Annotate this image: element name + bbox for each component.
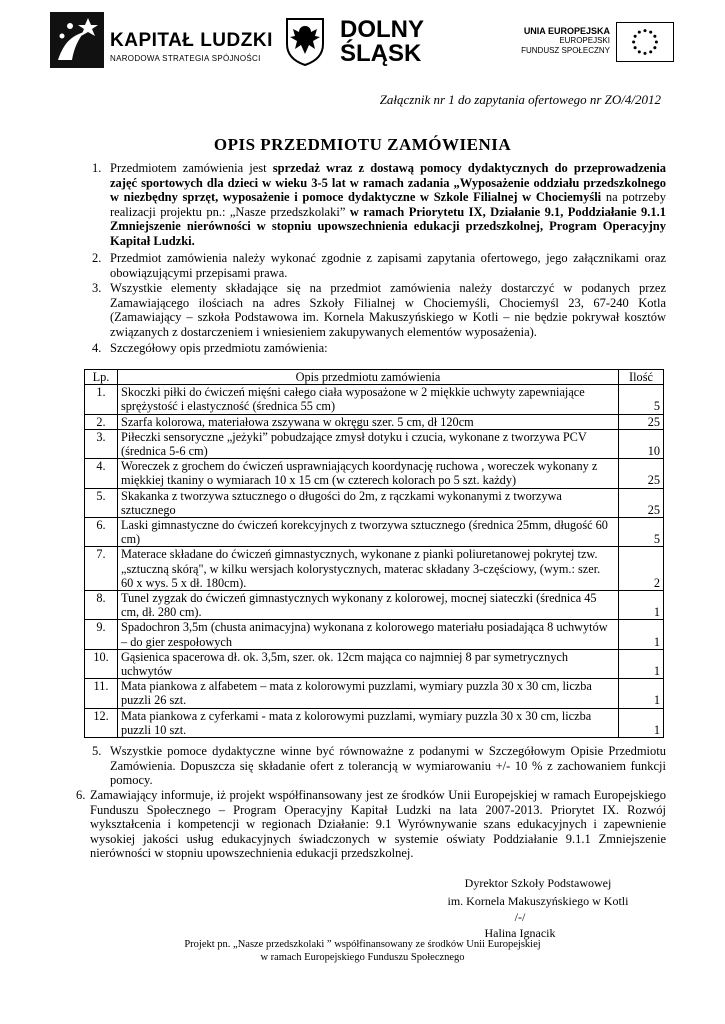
annex-reference: Załącznik nr 1 do zapytania ofertowego nr ZO/4/2012 bbox=[379, 92, 661, 107]
row-description: Mata piankowa z cyferkami - mata z kolorowymi puzzlami, wymiary puzzla 30 x 30 cm, liczba puzzli 10 szt. bbox=[118, 708, 619, 737]
point-1-part-b: sprzedaż wraz z dostawą pomocy dydaktycznych do przeprowadzenia zajęć sportowych dla dzieci w wieku 3-5 lat w ramach zadania „Wyposażenie oddziału przedszkolnego w niezbędny sprzęt, wyposażenie i pomoce dydaktyczne w Szkole Filialnej w Chociemyśli bbox=[110, 161, 666, 204]
table-row bbox=[85, 547, 664, 591]
row-quantity: 5 bbox=[619, 518, 664, 547]
eu-star-icon bbox=[638, 31, 641, 34]
point-2-number: 2. bbox=[92, 251, 102, 265]
items-table bbox=[84, 369, 664, 738]
eu-star-icon bbox=[649, 50, 652, 53]
table-row bbox=[85, 488, 664, 517]
row-lp: 10. bbox=[85, 649, 118, 678]
eu-star-icon bbox=[653, 35, 656, 38]
row-description: Tunel zygzak do ćwiczeń gimnastycznych wykonany z kolorowej, mocnej siateczki (średnica 45 cm, dł. 280 cm). bbox=[118, 591, 619, 620]
table-row bbox=[85, 591, 664, 620]
point-1-part-c: na potrzeby realizacji projektu pn.: „Nasze przedszkolaki” bbox=[110, 190, 667, 219]
table-row bbox=[85, 459, 664, 488]
eu-star-icon bbox=[649, 31, 652, 34]
row-lp: 3. bbox=[85, 429, 118, 458]
point-6-number: 6. bbox=[76, 788, 86, 802]
row-lp: 12. bbox=[85, 708, 118, 737]
eagle-crest-icon bbox=[284, 16, 326, 66]
eu-star-icon bbox=[643, 29, 646, 32]
signature-school: im. Kornela Makuszyńskiego w Kotli bbox=[447, 894, 629, 908]
row-quantity: 10 bbox=[619, 429, 664, 458]
dolny-slask-line1: DOLNY bbox=[340, 16, 424, 43]
row-description: Piłeczki sensoryczne „jeżyki” pobudzające zmysł dotyku i czucia, wykonane z tworzywa PCV (średnica 5-6 cm) bbox=[118, 429, 619, 458]
signature-mark: /-/ bbox=[514, 910, 526, 924]
eu-flag-icon bbox=[616, 22, 674, 62]
table-row bbox=[85, 429, 664, 458]
point-1-number: 1. bbox=[92, 161, 102, 175]
eu-star-icon bbox=[634, 35, 637, 38]
row-quantity: 1 bbox=[619, 620, 664, 649]
point-2-text: Przedmiot zamówienia należy wykonać zgodnie z zapisami zapytania ofertowego, jego załącznikami oraz obowiązującymi przepisami prawa. bbox=[110, 251, 666, 280]
point-5-number: 5. bbox=[92, 744, 102, 758]
header-description: Opis przedmiotu zamówienia bbox=[118, 370, 619, 385]
row-lp: 6. bbox=[85, 518, 118, 547]
table-row bbox=[85, 649, 664, 678]
eu-star-icon bbox=[638, 50, 641, 53]
row-description: Woreczek z grochem do ćwiczeń usprawniających koordynację ruchowa , woreczek wykonany z miękkiej tkaniny o wymiarach 10 x 15 cm (w czterech kolorach po 5 szt. każdy) bbox=[118, 459, 619, 488]
dolny-slask-line2: ŚLĄSK bbox=[340, 40, 422, 67]
point-5-text: Wszystkie pomoce dydaktyczne winne być równoważne z podanymi w Szczegółowym Opisie Przedmiotu Zamówienia. Dopuszcza się składanie ofert z tolerancją w wymiarowaniu +/- 10 % z zachowaniem funkcji pomocy. bbox=[110, 744, 666, 787]
row-description: Skakanka z tworzywa sztucznego o długości do 2m, z rączkami wykonanymi z tworzywa sztucznego bbox=[118, 488, 619, 517]
eu-logo bbox=[484, 22, 674, 72]
signature-title: Dyrektor Szkoły Podstawowej bbox=[464, 876, 612, 890]
eu-star-icon bbox=[643, 52, 646, 55]
row-lp: 4. bbox=[85, 459, 118, 488]
kapital-ludzki-name: KAPITAŁ LUDZKI bbox=[110, 30, 273, 51]
footer bbox=[0, 938, 725, 964]
row-lp: 9. bbox=[85, 620, 118, 649]
table-header-row bbox=[85, 370, 664, 385]
row-description: Laski gimnastyczne do ćwiczeń korekcyjnych z tworzywa sztucznego (średnica 25mm, długość 60 cm) bbox=[118, 518, 619, 547]
footer-line2: w ramach Europejskiego Funduszu Społecznego bbox=[260, 952, 465, 963]
row-description: Skoczki piłki do ćwiczeń mięśni całego ciała wyposażone w 2 miękkie uchwyty zapewniające sprężystość i elastyczność (średnica 55 cm) bbox=[118, 385, 619, 414]
eu-star-icon bbox=[653, 46, 656, 49]
row-lp: 11. bbox=[85, 679, 118, 708]
eu-star-icon bbox=[634, 46, 637, 49]
row-description: Szarfa kolorowa, materiałowa zszywana w okręgu szer. 5 cm, dł 120cm bbox=[118, 414, 619, 429]
signature-name: Halina Ignacik bbox=[484, 926, 556, 940]
row-lp: 5. bbox=[85, 488, 118, 517]
table-row bbox=[85, 518, 664, 547]
row-quantity: 5 bbox=[619, 385, 664, 414]
header-quantity: Ilość bbox=[619, 370, 664, 385]
header-lp: Lp. bbox=[85, 370, 118, 385]
point-1-part-a: Przedmiotem zamówienia jest bbox=[110, 161, 273, 175]
eu-logo-text bbox=[521, 26, 610, 56]
dolny-slask-logo bbox=[284, 16, 444, 76]
point-3-number: 3. bbox=[92, 281, 102, 295]
row-description: Mata piankowa z alfabetem – mata z kolorowymi puzzlami, wymiary puzzla 30 x 30 cm, liczba puzzli 26 szt. bbox=[118, 679, 619, 708]
kapital-ludzki-logo bbox=[50, 12, 273, 72]
row-quantity: 25 bbox=[619, 488, 664, 517]
table-row bbox=[85, 414, 664, 429]
row-quantity: 1 bbox=[619, 679, 664, 708]
row-quantity: 25 bbox=[619, 459, 664, 488]
kapital-ludzki-emblem-icon bbox=[50, 12, 104, 68]
footer-line1: Projekt pn. „Nasze przedszkolaki ” współfinansowany ze środków Unii Europejskiej bbox=[184, 939, 541, 950]
point-1-part-d: w ramach Priorytetu IX, Działanie 9.1, Poddziałanie 9.1.1 Zmniejszenie nierówności w stopniu upowszechnienia edukacji przedszkolnej, Program Operacyjny Kapitał Ludzki. bbox=[110, 204, 666, 248]
point-6-text: Zamawiający informuje, iż projekt współfinansowany jest ze środków Unii Europejskiej w ramach Europejskiego Funduszu Społecznego – Program Operacyjny Kapitał Ludzki na lata 2007-2013. Priorytet IX. Rozwój wykształcenia i kompetencji w regionach Działanie: 9.1 Wyrównywanie szans edukacyjnych i zapewnienie wysokiej jakości usług edukacyjnych świadczonych w systemie oświaty Poddziałanie 9.1.1 Zmniejszenie nierówności w stopniu upowszechnienia edukacji przedszkolnej. bbox=[90, 788, 666, 860]
row-description: Spadochron 3,5m (chusta animacyjna) wykonana z kolorowego materiału posiadająca 8 uchwytów – do gier zespołowych bbox=[118, 620, 619, 649]
row-quantity: 1 bbox=[619, 649, 664, 678]
eu-star-icon bbox=[655, 40, 658, 43]
row-description: Gąsienica spacerowa dł. ok. 3,5m, szer. ok. 12cm mająca co najmniej 8 par symetrycznych uchwytów bbox=[118, 649, 619, 678]
point-4-text: Szczegółowy opis przedmiotu zamówienia: bbox=[110, 341, 328, 355]
row-lp: 8. bbox=[85, 591, 118, 620]
row-lp: 1. bbox=[85, 385, 118, 414]
eu-star-icon bbox=[632, 40, 635, 43]
row-quantity: 25 bbox=[619, 414, 664, 429]
point-1-text bbox=[110, 161, 666, 248]
eu-line3: FUNDUSZ SPOŁECZNY bbox=[521, 46, 610, 55]
eu-line2: EUROPEJSKI bbox=[559, 36, 610, 45]
point-3-text: Wszystkie elementy składające się na przedmiot zamówienia należy dostarczyć w podanych przez Zamawiającego ilościach na adres Szkoły Filialnej w Chociemyśli, Chociemyśl 23, 67-240 Kotla (Zamawiający – szkoła Podstawowa im. Kornela Makuszyńskiego w Kotli – nie będzie pokrywał kosztów związanych z dostarczeniem i wniesieniem zakupywanych elementów wyposażenia). bbox=[110, 281, 666, 339]
row-lp: 2. bbox=[85, 414, 118, 429]
row-quantity: 2 bbox=[619, 547, 664, 591]
eu-line1: UNIA EUROPEJSKA bbox=[523, 26, 610, 36]
point-4-number: 4. bbox=[92, 341, 102, 355]
table-row bbox=[85, 385, 664, 414]
row-quantity: 1 bbox=[619, 591, 664, 620]
table-row bbox=[85, 679, 664, 708]
page-title: OPIS PRZEDMIOTU ZAMÓWIENIA bbox=[213, 135, 512, 154]
table-row bbox=[85, 620, 664, 649]
table-row bbox=[85, 708, 664, 737]
kapital-ludzki-subtitle: NARODOWA STRATEGIA SPÓJNOŚCI bbox=[110, 54, 261, 63]
row-quantity: 1 bbox=[619, 708, 664, 737]
row-description: Materace składane do ćwiczeń gimnastycznych, wykonane z pianki poliuretanowej pokrytej tzw. „sztuczną skórą", w kilku wersjach kolorystycznych, materac składany 3-częściowy, (wym.: szer. 60 x wys. 5 x dł. 180cm). bbox=[118, 547, 619, 591]
row-lp: 7. bbox=[85, 547, 118, 591]
